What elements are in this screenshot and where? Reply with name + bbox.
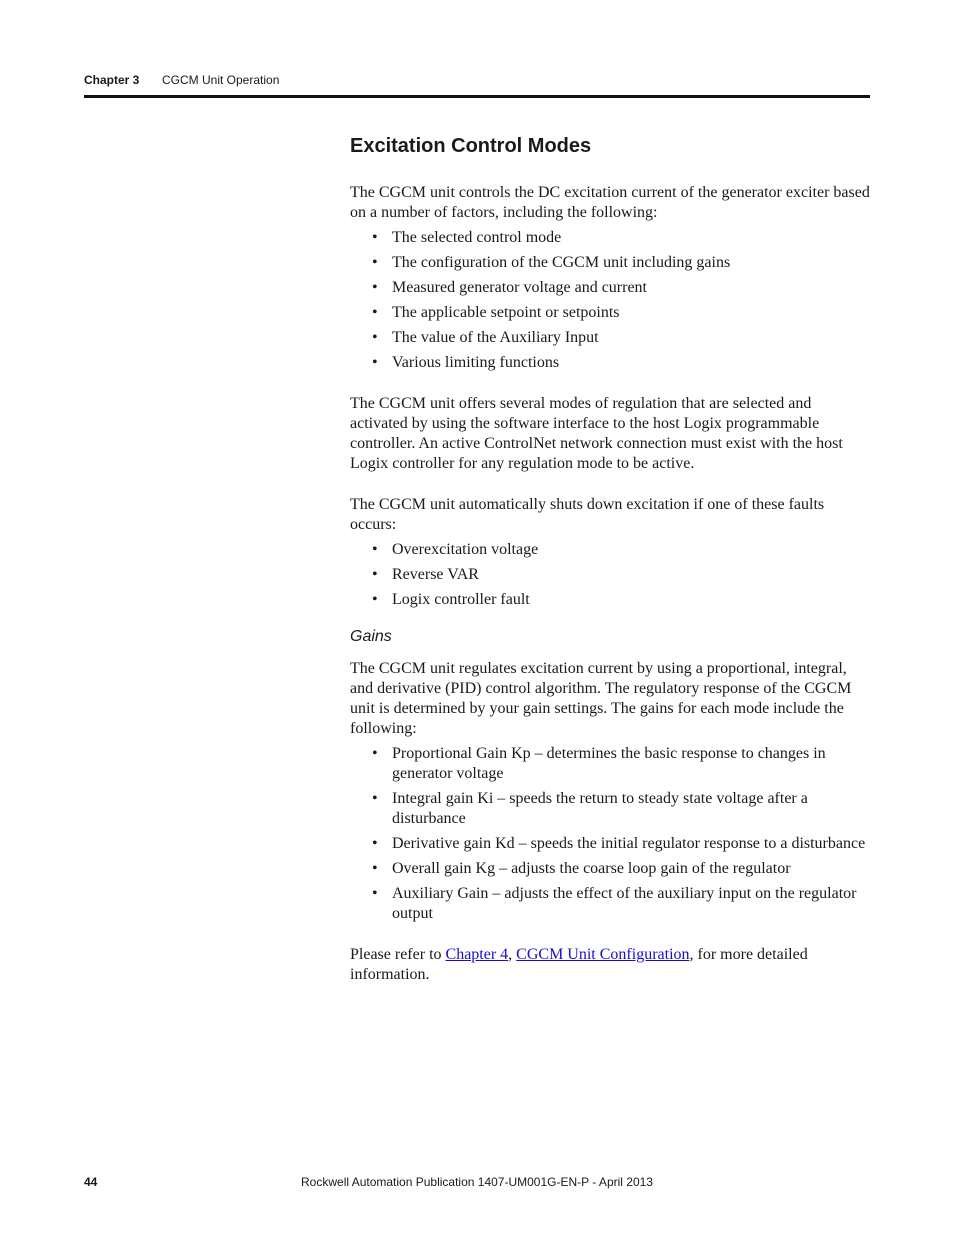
list-item-text: Various limiting functions <box>392 354 560 371</box>
list-item <box>350 834 870 854</box>
list-item-text: The applicable setpoint or setpoints <box>392 304 620 321</box>
faults-paragraph: The CGCM unit automatically shuts down excitation if one of these faults occurs: <box>350 496 825 533</box>
list-item-text: Proportional Gain Kp – determines the basic response to changes in generator voltage <box>392 745 826 782</box>
bullet-icon: • <box>372 591 378 608</box>
bullet-icon: • <box>372 835 378 852</box>
bullet-icon: • <box>372 254 378 271</box>
bullet-icon: • <box>372 790 378 807</box>
publication-footer: Rockwell Automation Publication 1407-UM001G-EN-P - April 2013 <box>301 1175 653 1189</box>
list-item <box>350 303 870 323</box>
cgcm-unit-configuration-link[interactable]: CGCM Unit Configuration <box>516 946 690 963</box>
page-number: 44 <box>84 1175 98 1189</box>
refer-suffix: , for more detailed information. <box>350 946 808 983</box>
factor-list <box>350 228 870 373</box>
list-item <box>350 353 870 373</box>
list-item <box>350 789 870 829</box>
list-item <box>350 328 870 348</box>
bullet-icon: • <box>372 354 378 371</box>
list-item-text: Logix controller fault <box>392 591 530 608</box>
list-item-text: Integral gain Ki – speeds the return to steady state voltage after a disturbance <box>392 790 808 827</box>
header-chapter: Chapter 3 <box>84 73 140 87</box>
regulation-paragraph: The CGCM unit offers several modes of regulation that are selected and activated by using the software interface to the host Logix programmable controller. An active ControlNet network connection must exist with the host Logix controller for any regulation mode to be active. <box>350 395 843 472</box>
list-item-text: The value of the Auxiliary Input <box>392 329 599 346</box>
refer-separator: , <box>508 946 517 963</box>
list-item <box>350 884 870 924</box>
chapter-4-link[interactable]: Chapter 4 <box>445 946 509 963</box>
list-item-text: Reverse VAR <box>392 566 479 583</box>
list-item <box>350 859 870 879</box>
bullet-icon: • <box>372 329 378 346</box>
list-item-text: The configuration of the CGCM unit including gains <box>392 254 731 271</box>
bullet-icon: • <box>372 860 378 877</box>
section-heading: Excitation Control Modes <box>350 135 592 157</box>
list-item <box>350 228 870 248</box>
header-rule <box>84 95 870 98</box>
gains-paragraph: The CGCM unit regulates excitation current by using a proportional, integral, and derivative (PID) control algorithm. The regulatory response of the CGCM unit is determined by your gain settings. The gains for each mode include the following: <box>350 660 852 737</box>
list-item <box>350 744 870 784</box>
intro-paragraph: The CGCM unit controls the DC excitation current of the generator exciter based on a number of factors, including the following: <box>350 184 870 221</box>
list-item-text: Derivative gain Kd – speeds the initial regulator response to a disturbance <box>392 835 866 852</box>
bullet-icon: • <box>372 279 378 296</box>
refer-paragraph <box>350 945 870 985</box>
main-content <box>350 133 870 985</box>
list-item-text: Measured generator voltage and current <box>392 279 647 296</box>
gains-list <box>350 744 870 924</box>
list-item-text: Overexcitation voltage <box>392 541 539 558</box>
refer-prefix: Please refer to <box>350 946 446 963</box>
bullet-icon: • <box>372 541 378 558</box>
list-item <box>350 253 870 273</box>
header-title: CGCM Unit Operation <box>162 73 280 87</box>
bullet-icon: • <box>372 885 378 902</box>
bullet-icon: • <box>372 304 378 321</box>
list-item <box>350 540 870 560</box>
list-item <box>350 565 870 585</box>
list-item <box>350 590 870 610</box>
list-item <box>350 278 870 298</box>
list-item-text: Auxiliary Gain – adjusts the effect of the auxiliary input on the regulator output <box>392 885 857 922</box>
bullet-icon: • <box>372 566 378 583</box>
bullet-icon: • <box>372 745 378 762</box>
bullet-icon: • <box>372 229 378 246</box>
fault-list <box>350 540 870 610</box>
gains-heading: Gains <box>350 628 392 645</box>
list-item-text: The selected control mode <box>392 229 562 246</box>
list-item-text: Overall gain Kg – adjusts the coarse loop gain of the regulator <box>392 860 791 877</box>
